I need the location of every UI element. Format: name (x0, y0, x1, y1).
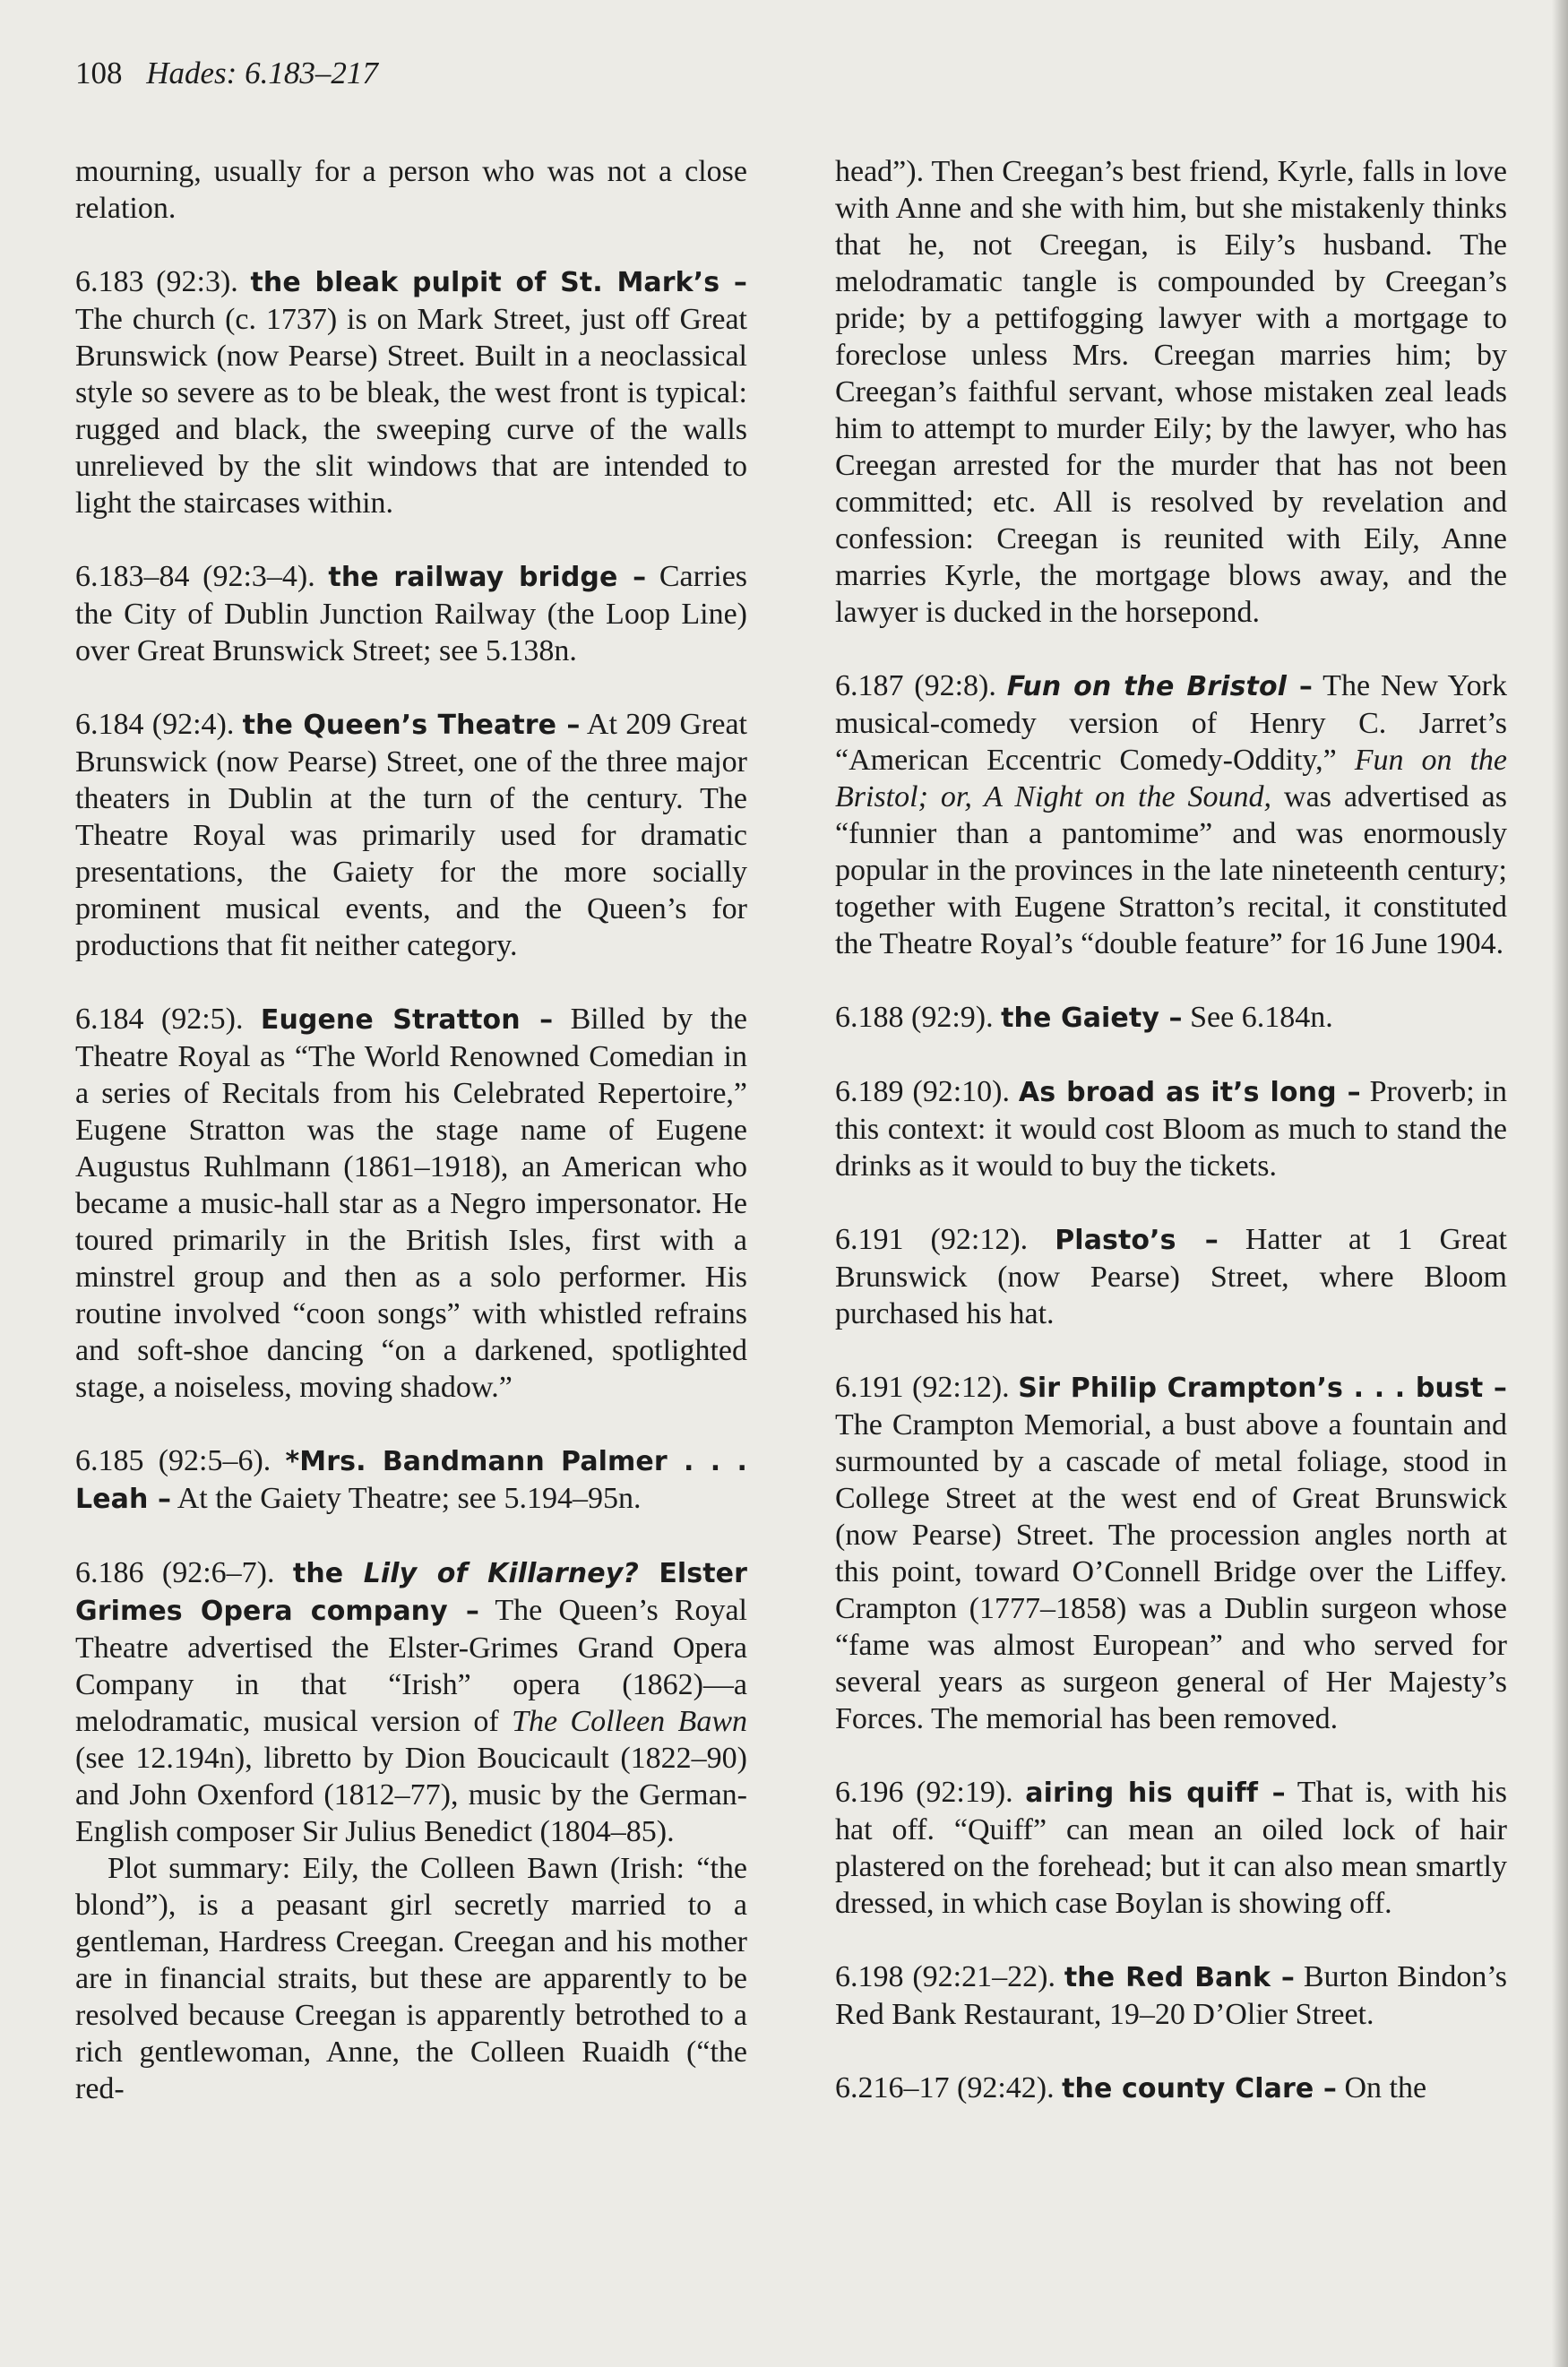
note-lemma: Fun on the Bristol (1006, 671, 1288, 702)
note-lemma: airing his quiff – (1025, 1777, 1286, 1809)
note-6-185 (75, 1442, 747, 1518)
note-ref: 6.216–17 (92:42). (835, 2071, 1055, 2104)
note-6-216-17 (835, 2070, 1507, 2107)
running-title: Hades: 6.183–217 (146, 56, 378, 90)
note-ref: 6.191 (92:12). (835, 1223, 1029, 1256)
note-text: At the Gaiety Theatre; see 5.194–95n. (171, 1482, 642, 1515)
note-lemma: Sir Philip Crampton’s . . . bust – (1018, 1373, 1508, 1404)
note-text: The Queen’s Royal Theatre advertised the Elster-Grimes Grand Opera Company in that “Irish” opera (1862)—a melodramatic, musical version of (75, 1594, 747, 1738)
note-text: Carries the City of Dublin Junction Railway (the Loop Line) over Great Brunswick Street; see 5.138n. (75, 560, 748, 667)
note-text: The church (c. 1737) is on Mark Street, just off Great Brunswick (now Pearse) Street. Built in a neoclassical style so severe as to be bleak, the west front is typical: rugged and black, the sweeping curve of the walls unrelieved by the slit windows that are intended to light the staircases within. (75, 303, 747, 520)
right-column (835, 153, 1507, 2107)
note-ref: 6.188 (92:9). (835, 1001, 994, 1034)
note-ref: 6.189 (92:10). (835, 1075, 1010, 1108)
note-6-186 (75, 1554, 747, 1850)
note-ref: 6.183–84 (92:3–4). (75, 560, 315, 593)
note-ref: 6.184 (92:5). (75, 1003, 244, 1036)
note-lemma: the railway bridge – (328, 562, 647, 593)
note-lemma: the county Clare – (1062, 2073, 1337, 2104)
left-column (75, 153, 747, 2107)
note-text: The Crampton Memorial, a bust above a fountain and surmounted by a cascade of metal foliage, stood in College Street at the west end of Great Brunswick (now Pearse) Street. The procession angles north at this point, toward O’Connell Bridge over the Liffey. Crampton (1777–1858) was a Dublin surgeon whose “fame was almost European” and who served for several years as surgeon general of Her Majesty’s Forces. The memorial has been removed. (835, 1408, 1507, 1735)
page-number: 108 (75, 56, 123, 90)
note-6-191-plastos (835, 1221, 1507, 1332)
note-ref: 6.198 (92:21–22). (835, 1960, 1055, 1993)
plot-summary-paragraph: Plot summary: Eily, the Colleen Bawn (Irish: “the blond”), is a peasant girl secretly married to a gentleman, Hardress Creegan. Creegan and his mother are in financial straits, but these are apparently to be resolved because Creegan is apparently betrothed to a rich gentlewoman, Anne, the Colleen Ruaidh (“the red- (75, 1852, 747, 2105)
note-text: (see 12.194n), libretto by Dion Boucicault (1822–90) and John Oxenford (1812–77), music by the German-English composer Sir Julius Benedict (1804–85). (75, 1742, 747, 1848)
continued-plot-summary: head”). Then Creegan’s best friend, Kyrle, falls in love with Anne and she with him, but she mistakenly thinks that he, not Creegan, is Eily’s husband. The melodramatic tangle is compounded by Creegan’s pride; by a pettifogging lawyer with a mortgage to foreclose unless Mrs. Creegan marries him; by Creegan’s faithful servant, whose mistaken zeal leads him to attempt to murder Eily; by the lawyer, who has Creegan arrested for the murder that has not been committed; etc. All is resolved by revelation and confession: Creegan is reunited with Eily, Anne marries Kyrle, the mortgage blows away, and the lawyer is ducked in the horsepond. (835, 155, 1507, 629)
note-text: At 209 Great Brunswick (now Pearse) Street, one of the three major theaters in Dublin at the turn of the century. The Theatre Royal was primarily used for dramatic presentations, the Gaiety for the more socially prominent musical events, and the Queen’s for productions that fit neither category. (75, 708, 747, 962)
note-text: That is, with his hat off. “Quiff” can mean an oiled lock of hair plastered on the forehead; but it can also mean smartly dressed, in which case Boylan is showing off. (835, 1776, 1508, 1920)
work-title: The Colleen Bawn (512, 1705, 747, 1738)
running-header (75, 54, 378, 93)
note-lemma: *Mrs. Bandmann Palmer . . . Leah – (75, 1446, 747, 1515)
note-6-184-stratton (75, 1001, 747, 1406)
page-edge-shadow (1552, 0, 1568, 2367)
note-lemma: Plasto’s – (1055, 1225, 1219, 1256)
note-ref: 6.184 (92:4). (75, 708, 235, 741)
note-text: Billed by the Theatre Royal as “The World Renowned Comedian in a series of Recitals from his Celebrated Repertoire,” Eugene Stratton was the stage name of Eugene Augustus Ruhlmann (1861–1918), an American who became a music-hall star as a Negro impersonator. He toured primarily in the British Isles, first with a minstrel group and then as a solo performer. His routine involved “coon songs” with whistled refrains and soft-shoe dancing “on a darkened, spotlighted stage, a noiseless, moving shadow.” (75, 1003, 747, 1404)
note-ref: 6.191 (92:12). (835, 1371, 1010, 1404)
note-6-198 (835, 1958, 1507, 2033)
note-6-188 (835, 999, 1507, 1037)
note-6-187: 6.187 (92:8). Fun on the Bristol – The New York musical-comedy version of Henry C. Jarret’s “American Eccentric Comedy-Oddity,” Fun on the Bristol; or, A Night on the Sound, was advertised as “funnier than a pantomime” and was enormously popular in the provinces in the late nineteenth century; together with Eugene Stratton’s recital, it constituted the Theatre Royal’s “double feature” for 16 June 1904. (835, 669, 1508, 960)
note-6-183 (75, 263, 747, 521)
note-ref: 6.183 (92:3). (75, 265, 238, 298)
note-text: was advertised as “funnier than a pantomime” and was enormously popular in the provinces in the late nineteenth century; together with Eugene Stratton’s recital, it constituted the Theatre Royal’s “double feature” for 16 June 1904. (835, 780, 1507, 960)
note-lemma: the Lily of Killarney? Elster Grimes Opera company – (75, 1558, 748, 1627)
continued-text: mourning, usually for a person who was not a close relation. (75, 155, 747, 225)
note-6-183-84 (75, 558, 747, 669)
note-6-184-queens (75, 706, 747, 964)
note-ref: 6.196 (92:19). (835, 1776, 1013, 1809)
note-text: The New York musical-comedy version of Henry C. Jarret’s “American Eccentric Comedy-Oddity,” (835, 669, 1508, 777)
note-lemma: Eugene Stratton – (260, 1004, 554, 1036)
note-6-191-crampton (835, 1369, 1507, 1737)
note-ref: 6.187 (92:8). (835, 669, 996, 702)
note-text: Burton Bindon’s Red Bank Restaurant, 19–20 D’Olier Street. (835, 1960, 1508, 2031)
note-text: Hatter at 1 Great Brunswick (now Pearse) Street, where Bloom purchased his hat. (835, 1223, 1508, 1330)
note-lemma: the bleak pulpit of St. Mark’s – (250, 267, 747, 298)
note-6-196 (835, 1774, 1507, 1922)
note-ref: 6.185 (92:5–6). (75, 1444, 271, 1477)
note-lemma: the Gaiety – (1001, 1003, 1183, 1034)
note-text: On the (1336, 2071, 1427, 2104)
note-text: Proverb; in this context: it would cost Bloom as much to stand the drinks as it would to buy the tickets. (835, 1075, 1508, 1183)
note-lemma: the Queen’s Theatre – (242, 710, 581, 741)
note-lemma: As broad as it’s long – (1018, 1077, 1361, 1108)
note-6-189 (835, 1073, 1507, 1184)
note-text: See 6.184n. (1182, 1001, 1333, 1034)
note-ref: 6.186 (92:6–7). (75, 1556, 275, 1589)
work-title: Fun on the Bristol; or, A Night on the Sound, (835, 744, 1507, 813)
note-lemma: the Red Bank – (1064, 1962, 1296, 1993)
